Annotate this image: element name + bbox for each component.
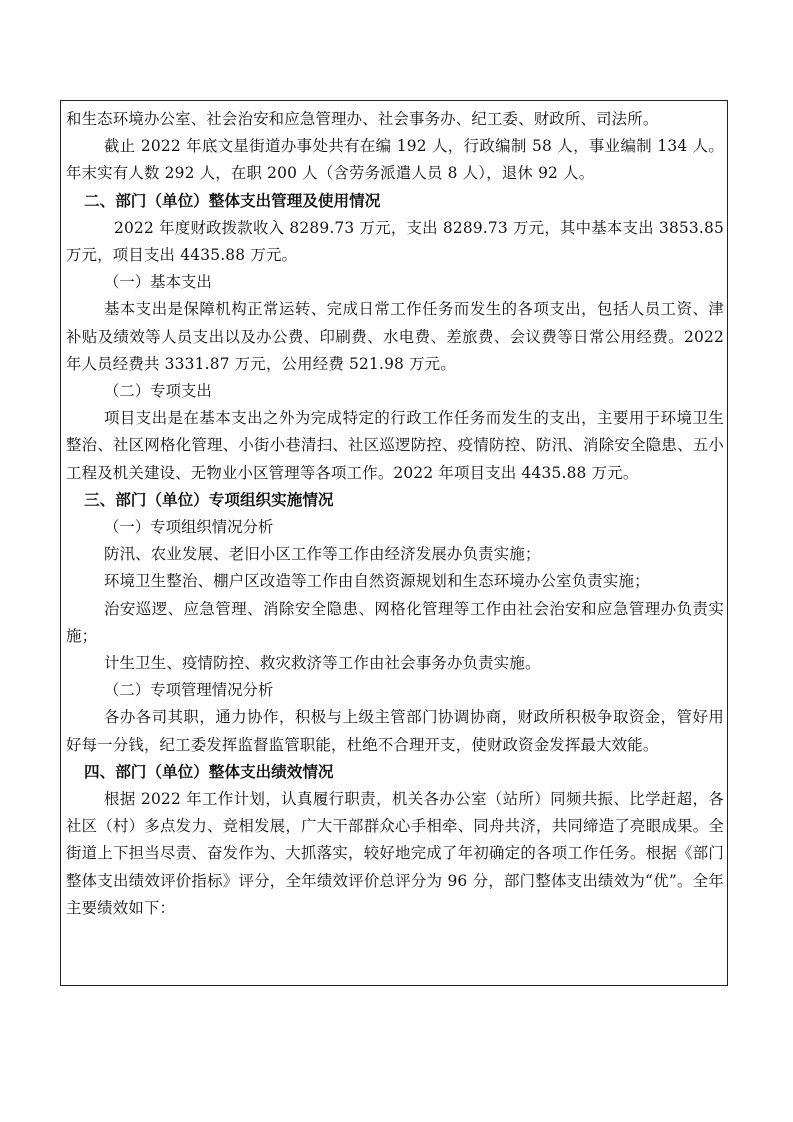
heading-section-3: 三、部门（单位）专项组织实施情况 xyxy=(84,490,334,509)
paragraph-funding: 2022 年度财政拨款收入 8289.73 万元，支出 8289.73 万元，其中基本支出 3853.85 万元，项目支出 4435.88 万元。 xyxy=(66,218,724,265)
paragraph-management: 各办各司其职，通力协作，积极与上级主管部门协调协商，财政所积极争取资金，管好用好每一分钱，纪工委发挥监督监管职能，杜绝不合理开支，使财政资金发挥最大效能。 xyxy=(66,708,724,754)
heading-section-2: 二、部门（单位）整体支出管理及使用情况 xyxy=(84,191,381,210)
subheading-basic-expenditure: （一）基本支出 xyxy=(104,273,212,292)
paragraph-org-social: 计生卫生、疫情防控、救灾救济等工作由社会事务办负责实施。 xyxy=(104,654,541,673)
paragraph-org-security: 治安巡逻、应急管理、消除安全隐患、网格化管理等工作由社会治安和应急管理办负责实施； xyxy=(66,599,724,645)
paragraph-special-expenditure: 项目支出是在基本支出之外为完成特定的行政工作任务而发生的支出，主要用于环境卫生整治、社区网格化管理、小街小巷清扫、社区巡逻防控、疫情防控、防汛、消除安全隐患、五小工程及机关建设、无物业小区管理等各项工作。2022 年项目支出 4435.88 万元。 xyxy=(66,409,724,482)
paragraph-performance: 根据 2022 年工作计划，认真履行职责，机关各办公室（站所）同频共振、比学赶超，各社区（村）多点发力、竞相发展，广大干部群众心手相牵、同舟共济，共同缔造了亮眼成果。全街道上下担当尽责、奋发作为、大抓落实，较好地完成了年初确定的各项工作任务。根据《部门整体支出绩效评价指标》评分，全年绩效评价总评分为 96 分，部门整体支出绩效为“优”。全年主要绩效如下： xyxy=(66,790,724,917)
paragraph-department-list: 和生态环境办公室、社会治安和应急管理办、社会事务办、纪工委、财政所、司法所。 xyxy=(66,110,659,128)
paragraph-org-economic: 防汛、农业发展、老旧小区工作等工作由经济发展办负责实施； xyxy=(104,545,541,564)
subheading-organization-analysis: （一）专项组织情况分析 xyxy=(104,518,274,537)
heading-section-4: 四、部门（单位）整体支出绩效情况 xyxy=(84,762,334,781)
paragraph-basic-expenditure: 基本支出是保障机构正常运转、完成日常工作任务而发生的各项支出，包括人员工资、津补贴及绩效等人员支出以及办公费、印刷费、水电费、差旅费、会议费等日常公用经费。2022 年人员经费共 3331.87 万元，公用经费 521.98 万元。 xyxy=(66,300,724,373)
paragraph-org-environment: 环境卫生整治、棚户区改造等工作由自然资源规划和生态环境办公室负责实施； xyxy=(104,572,650,591)
subheading-management-analysis: （二）专项管理情况分析 xyxy=(104,681,274,700)
paragraph-staffing: 截止 2022 年底文星街道办事处共有在编 192 人，行政编制 58 人，事业编制 134 人。年末实有人数 292 人，在职 200 人（含劳务派遣人员 8 人），退休 92 人。 xyxy=(66,137,724,183)
subheading-special-expenditure: （二）专项支出 xyxy=(104,382,212,401)
document-body xyxy=(66,106,724,922)
